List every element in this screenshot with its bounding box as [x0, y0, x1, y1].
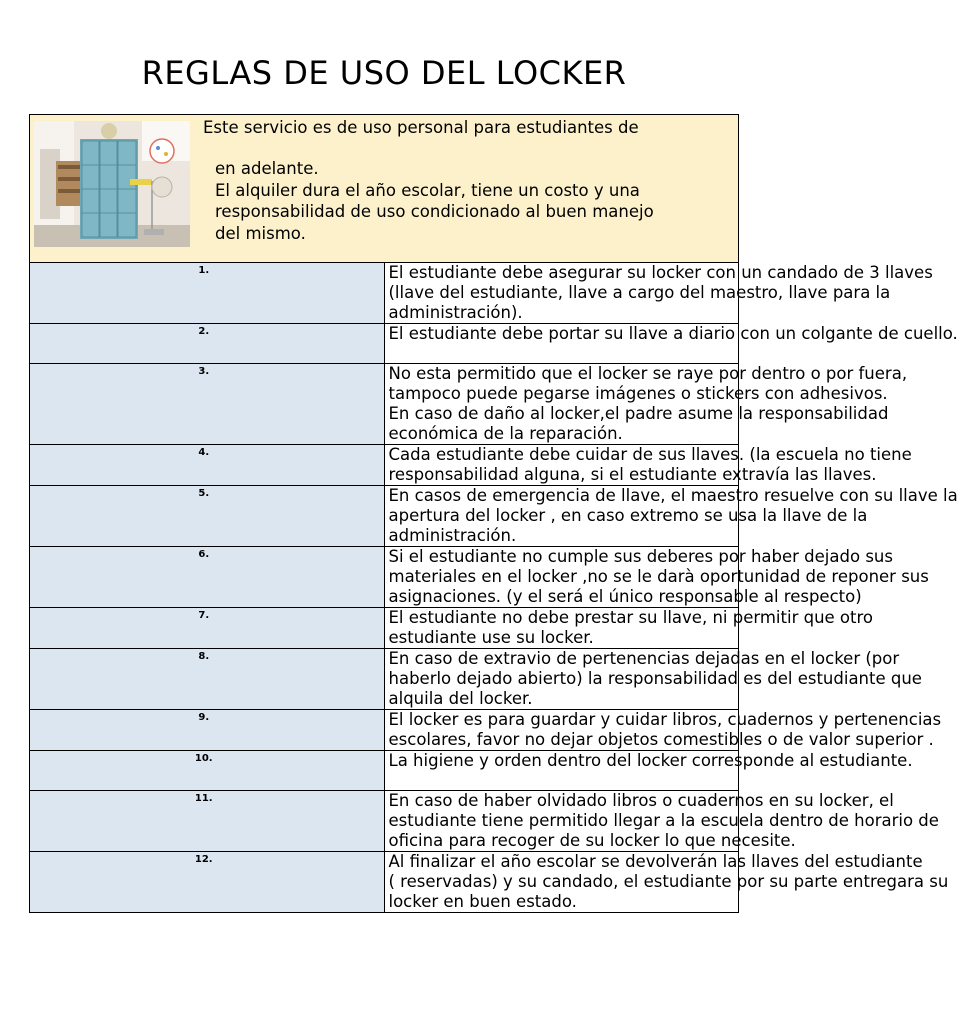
rule-number-cell — [30, 364, 385, 445]
rule-row — [30, 852, 739, 913]
rule-row — [30, 445, 739, 486]
intro-cell — [30, 115, 739, 263]
rule-text-line: Al finalizar el año escolar se devolverán las llaves del estudiante — [388, 852, 923, 871]
rule-text-line: ( reservadas) y su candado, el estudiante por su parte entregara su — [388, 872, 949, 891]
page-title: REGLAS DE USO DEL LOCKER — [141, 54, 627, 92]
rule-number-cell — [30, 751, 385, 791]
rule-number: 9. — [198, 712, 210, 723]
rule-text-line: económica de la reparación. — [388, 424, 623, 443]
rule-number-cell — [30, 445, 385, 486]
rule-text-line: (llave del estudiante, llave a cargo del maestro, llave para la — [388, 283, 891, 302]
rule-text-line: haberlo dejado abierto) la responsabilidad es del estudiante que — [388, 669, 922, 688]
rule-text-line: apertura del locker , en caso extremo se usa la llave de la — [388, 506, 868, 525]
rule-text-line: estudiante tiene permitido llegar a la escuela dentro de horario de — [388, 811, 939, 830]
intro-line: responsabilidad de uso condicionado al buen manejo — [215, 202, 654, 221]
locker-photo — [34, 121, 190, 247]
intro-line: El alquiler dura el año escolar, tiene un costo y una — [215, 180, 640, 200]
rule-text-cell — [384, 852, 949, 913]
rule-row — [30, 547, 739, 608]
rule-number-cell — [30, 608, 385, 649]
rule-text-line: La higiene y orden dentro del locker corresponde al estudiante. — [388, 751, 913, 770]
rule-number-cell — [30, 791, 385, 852]
intro-line: del mismo. — [215, 223, 306, 243]
rule-number: 11. — [194, 793, 213, 804]
rule-text-cell — [384, 324, 958, 364]
intro-row — [30, 115, 739, 263]
rule-text-cell — [384, 445, 912, 486]
rule-text-line: El estudiante no debe prestar su llave, ni permitir que otro — [388, 608, 874, 627]
rule-text-line: En caso de extravio de pertenencias dejadas en el locker (por — [388, 649, 900, 668]
rule-number: 3. — [198, 366, 210, 377]
rule-text-line: Si el estudiante no cumple sus deberes por haber dejado sus — [388, 547, 893, 566]
rule-row — [30, 649, 739, 710]
rule-text-line: No esta permitido que el locker se raye por dentro o por fuera, — [388, 364, 908, 383]
rule-text-line: responsabilidad alguna, si el estudiante extravía las llaves. — [388, 465, 877, 484]
rule-number: 4. — [198, 447, 210, 458]
rule-number-cell — [30, 324, 385, 364]
rule-number-cell — [30, 547, 385, 608]
rule-number: 8. — [198, 651, 210, 662]
rule-row — [30, 263, 739, 324]
rule-number-cell — [30, 852, 385, 913]
rule-text-cell — [384, 263, 933, 324]
rule-text-line: El locker es para guardar y cuidar libros, cuadernos y pertenencias — [388, 710, 942, 729]
rule-number-cell — [30, 710, 385, 751]
rule-text-line: En caso de haber olvidado libros o cuadernos en su locker, el — [388, 791, 894, 810]
rules-list — [30, 263, 958, 913]
rule-text-line: El estudiante debe asegurar su locker con un candado de 3 llaves — [388, 263, 933, 282]
intro-lead-text: Este servicio es de uso personal para estudiantes de — [203, 118, 639, 137]
rule-text-line: administración. — [388, 526, 517, 545]
rule-text-line: escolares, favor no dejar objetos comestibles o de valor superior . — [388, 730, 934, 749]
rule-row — [30, 710, 739, 751]
rule-number: 7. — [198, 610, 210, 621]
intro-line: en adelante. — [215, 159, 319, 178]
rule-text-line: administración). — [388, 303, 523, 322]
rule-text-cell — [384, 791, 939, 852]
rule-number: 6. — [198, 549, 210, 560]
rule-text-cell — [384, 710, 942, 751]
rule-row — [30, 486, 739, 547]
rule-text-line: tampoco puede pegarse imágenes o stickers con adhesivos. — [388, 384, 888, 403]
rule-text-line: En casos de emergencia de llave, el maestro resuelve con su llave la — [388, 486, 958, 505]
rule-number-cell — [30, 486, 385, 547]
rule-number: 10. — [194, 753, 213, 764]
rule-text-line: locker en buen estado. — [388, 892, 577, 911]
rule-text-line: El estudiante debe portar su llave a diario con un colgante de cuello. — [388, 324, 958, 343]
rule-text-cell — [384, 547, 929, 608]
rule-text-line: asignaciones. (y el será el único responsable al respecto) — [388, 587, 862, 606]
rule-number: 2. — [198, 326, 210, 337]
rule-text-cell — [384, 608, 874, 649]
rule-row — [30, 324, 739, 364]
rule-text-cell — [384, 751, 913, 791]
rule-number-cell — [30, 649, 385, 710]
rule-text-line: En caso de daño al locker,el padre asume la responsabilidad — [388, 404, 889, 423]
rule-row — [30, 791, 739, 852]
intro-body — [215, 158, 735, 244]
rule-number: 1. — [198, 265, 210, 276]
rule-text-line: estudiante use su locker. — [388, 628, 594, 647]
rule-text-line: alquila del locker. — [388, 689, 533, 708]
rule-number: 12. — [194, 854, 213, 865]
rule-row — [30, 608, 739, 649]
rule-text-line: Cada estudiante debe cuidar de sus llaves. (la escuela no tiene — [388, 445, 912, 464]
rule-text-line: oficina para recoger de su locker lo que necesite. — [388, 831, 796, 850]
rule-text-line: materiales en el locker ,no se le darà oportunidad de reponer sus — [388, 567, 929, 586]
rule-row — [30, 751, 739, 791]
rule-text-cell — [384, 486, 958, 547]
locker-illustration — [34, 121, 190, 247]
rule-row — [30, 364, 739, 445]
rule-text-cell — [384, 649, 922, 710]
rule-number: 5. — [198, 488, 210, 499]
rule-number-cell — [30, 263, 385, 324]
rule-text-cell — [384, 364, 908, 445]
rules-table — [29, 114, 958, 913]
